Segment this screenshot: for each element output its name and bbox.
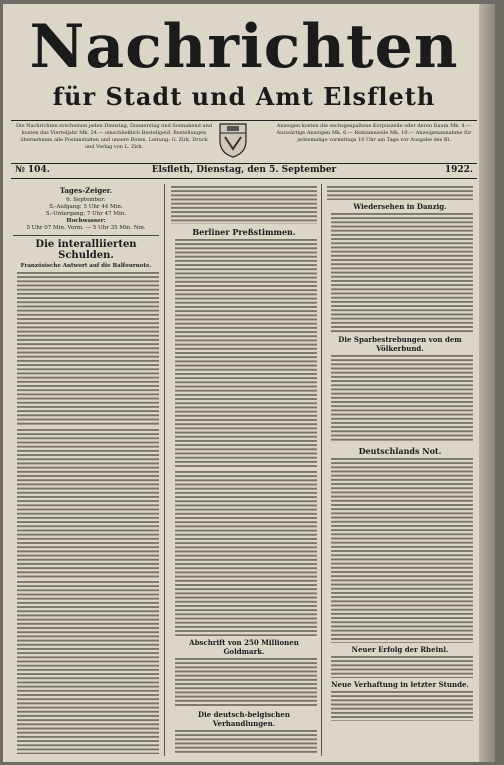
article-text — [175, 239, 317, 469]
masthead-title: Nachrichten — [29, 12, 459, 82]
tages-zeiger-title: Tages-Zeiger. — [59, 186, 113, 195]
headline-verhaftung: Neue Verhaftung in letzter Stunde. — [331, 680, 469, 689]
issue-year: 1922. — [444, 165, 473, 175]
article-text — [171, 186, 317, 224]
column-rule — [321, 184, 322, 756]
article-text — [17, 272, 159, 427]
headline-goldmark: Abschrift von 250 Millionen Goldmark. — [189, 638, 299, 656]
column-1 — [13, 184, 159, 754]
headline-danzig: Wiedersehen in Danzig. — [353, 202, 447, 211]
hochwasser-label: Hochwasser: — [66, 218, 106, 224]
article-text — [175, 730, 317, 754]
headline-rheinl: Neuer Erfolg der Rheinl. — [351, 645, 449, 654]
article-text — [17, 581, 159, 754]
headline-press: Berliner Preßstimmen. — [192, 227, 296, 237]
divider — [13, 235, 159, 236]
hochwasser-line: 5 Uhr 07 Min. Vorm. — 5 Uhr 35 Min. Nm. — [26, 225, 146, 231]
headline-belgian: Die deutsch-belgischen Verhandlungen. — [198, 710, 290, 728]
tages-date: 6. September: — [66, 197, 106, 203]
article-text — [331, 458, 473, 643]
masthead-subtitle: für Stadt und Amt Elsfleth — [52, 82, 436, 111]
headline-debts: Die interalliierten Schulden. — [35, 239, 137, 261]
column-2 — [171, 184, 317, 754]
article-text — [175, 658, 317, 708]
newspaper-page — [3, 4, 495, 762]
sunset-line: S.-Untergang: 7 Uhr 47 Min. — [45, 211, 127, 217]
advertising-info: Anzeigen kosten die sechsgespaltene Korpuszeile oder deren Raum Mk. 4.— Auswärtige Anzeigen Mk. 6.— Reklamezeile Mk. 10.— Anzeigenannahme für jedesmalige vormittags 10 Uhr am Tage vor Ausgabe des Bl. — [276, 123, 472, 143]
article-text — [331, 656, 473, 678]
column-3 — [327, 184, 473, 754]
subhead-debts: Französische Antwort auf die Balfournote. — [20, 263, 152, 269]
article-text — [175, 471, 317, 636]
masthead — [11, 12, 477, 114]
dateline — [11, 164, 477, 179]
subscription-info: Die Nachrichten erscheinen jeden Dienstag, Donnerstag und Sonnabend und kosten das Vierteljahr Mk. 24.— einschließlich Bestellgeld. Bestellungen übernehmen alle Postanstalten und unsere Boten. Leitung: G. Zirk. Druck und Verlag von L. Zirk. — [15, 123, 213, 150]
coat-of-arms-icon — [217, 121, 249, 159]
column-rule — [164, 184, 165, 756]
article-text — [331, 355, 473, 443]
article-text — [331, 691, 473, 721]
article-text — [327, 186, 473, 200]
sunrise-line: S.-Aufgang: 5 Uhr 44 Min. — [49, 204, 123, 210]
article-text — [17, 429, 159, 579]
page-spine — [479, 4, 495, 762]
info-row — [11, 120, 477, 164]
issue-number: № 104. — [15, 165, 50, 175]
issue-date: Elsfleth, Dienstag, den 5. September — [151, 165, 337, 175]
article-text — [331, 213, 473, 333]
headline-not: Deutschlands Not. — [358, 446, 442, 456]
headline-sparbestrebungen: Die Sparbestrebungen von dem Völkerbund. — [338, 335, 462, 353]
